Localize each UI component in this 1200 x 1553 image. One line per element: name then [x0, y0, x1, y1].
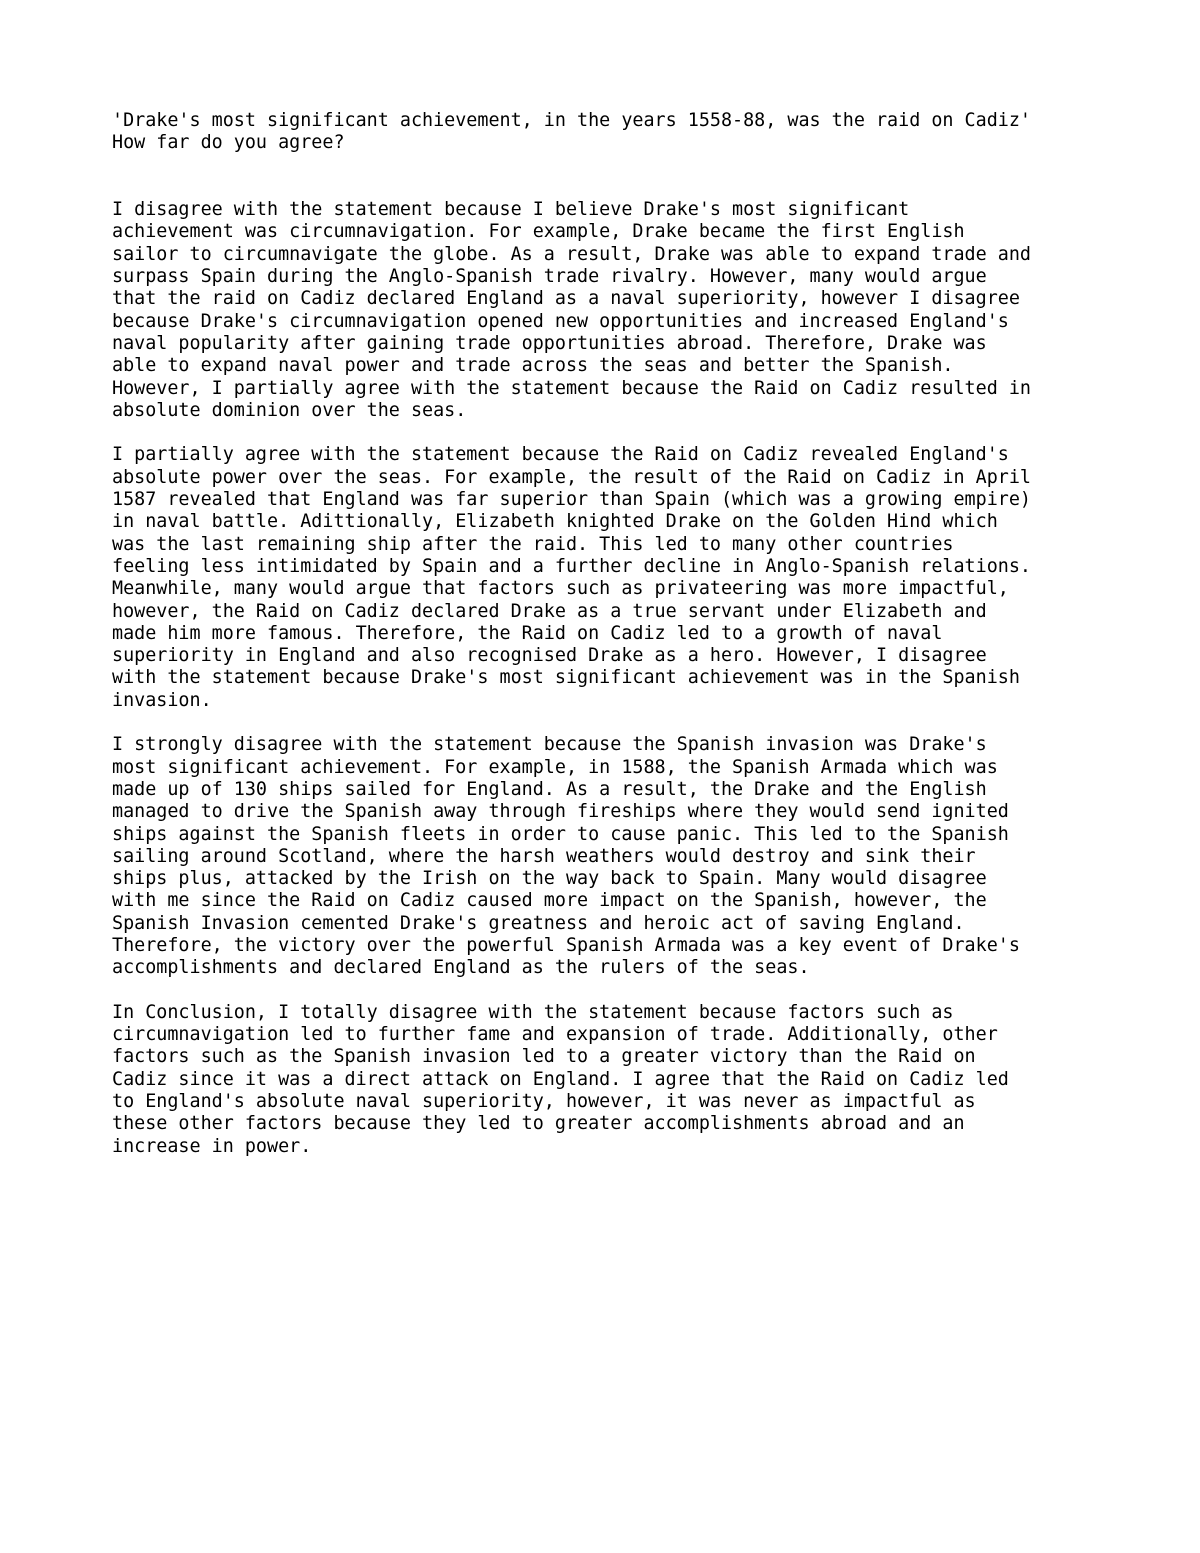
text-line: achievement was circumnavigation. For example, Drake became the first English	[112, 221, 965, 243]
text-line: Cadiz since it was a direct attack on England. I agree that the Raid on Cadiz led	[112, 1068, 1009, 1090]
text-line: increase in power.	[112, 1135, 312, 1157]
text-line: sailing around Scotland, where the harsh weathers would destroy and sink their	[112, 845, 976, 867]
text-line: In Conclusion, I totally disagree with the statement because factors such as	[112, 1001, 954, 1023]
text-line: these other factors because they led to greater accomplishments abroad and an	[112, 1113, 965, 1135]
text-line: factors such as the Spanish invasion led to a greater victory than the Raid on	[112, 1046, 976, 1068]
text-line: absolute power over the seas. For example, the result of the Raid on Cadiz in April	[112, 466, 1031, 488]
text-line: however, the Raid on Cadiz declared Drake as a true servant under Elizabeth and	[112, 600, 987, 622]
text-line: I strongly disagree with the statement because the Spanish invasion was Drake's	[112, 734, 987, 756]
paragraph-raid-on-cadiz	[112, 444, 1112, 712]
text-line: because Drake's circumnavigation opened new opportunities and increased England's	[112, 310, 1009, 332]
text-line: managed to drive the Spanish away through fireships where they would send ignited	[112, 801, 1009, 823]
text-line: made up of 130 ships sailed for England. As a result, the Drake and the English	[112, 778, 987, 800]
question-line: How far do you agree?	[112, 132, 345, 154]
text-line: superiority in England and also recognised Drake as a hero. However, I disagree	[112, 645, 987, 667]
paragraph-spanish-invasion	[112, 734, 1112, 979]
text-line: with the statement because Drake's most significant achievement was in the Spanish	[112, 667, 1020, 689]
text-line: I partially agree with the statement because the Raid on Cadiz revealed England's	[112, 444, 1009, 466]
essay-question	[112, 110, 1112, 155]
text-line: able to expand naval power and trade across the seas and better the Spanish.	[112, 355, 954, 377]
text-line: invasion.	[112, 689, 212, 711]
text-line: ships plus, attacked by the Irish on the way back to Spain. Many would disagree	[112, 868, 987, 890]
document-body	[112, 110, 1112, 1180]
text-line: was the last remaining ship after the raid. This led to many other countries	[112, 533, 954, 555]
text-line: Therefore, the victory over the powerful Spanish Armada was a key event of Drake's	[112, 934, 1020, 956]
text-line: sailor to circumnavigate the globe. As a result, Drake was able to expand trade and	[112, 243, 1031, 265]
text-line: with me since the Raid on Cadiz caused more impact on the Spanish, however, the	[112, 890, 987, 912]
text-line: feeling less intimidated by Spain and a further decline in Anglo-Spanish relations.	[112, 555, 1031, 577]
text-line: to England's absolute naval superiority, however, it was never as impactful as	[112, 1091, 976, 1113]
text-line: Spanish Invasion cemented Drake's greatness and heroic act of saving England.	[112, 912, 965, 934]
text-line: Meanwhile, many would argue that factors such as privateering was more impactful,	[112, 578, 1009, 600]
text-line: 1587 revealed that England was far superior than Spain (which was a growing empire)	[112, 489, 1031, 511]
text-line: ships against the Spanish fleets in order to cause panic. This led to the Spanish	[112, 823, 1009, 845]
paragraph-conclusion	[112, 1002, 1112, 1158]
paragraph-circumnavigation	[112, 199, 1112, 422]
text-line: circumnavigation led to further fame and expansion of trade. Additionally, other	[112, 1024, 998, 1046]
text-line: absolute dominion over the seas.	[112, 399, 467, 421]
text-line: most significant achievement. For example, in 1588, the Spanish Armada which was	[112, 756, 998, 778]
text-line: surpass Spain during the Anglo-Spanish trade rivalry. However, many would argue	[112, 266, 987, 288]
text-line: accomplishments and declared England as the rulers of the seas.	[112, 957, 810, 979]
question-line: 'Drake's most significant achievement, in the years 1558-88, was the raid on Cadiz'	[112, 110, 1031, 131]
text-line: in naval battle. Adittionally, Elizabeth knighted Drake on the Golden Hind which	[112, 511, 998, 533]
text-line: naval popularity after gaining trade opportunities abroad. Therefore, Drake was	[112, 332, 987, 354]
text-line: However, I partially agree with the statement because the Raid on Cadiz resulted in	[112, 377, 1031, 399]
text-line: that the raid on Cadiz declared England as a naval superiority, however I disagree	[112, 288, 1020, 310]
text-line: made him more famous. Therefore, the Raid on Cadiz led to a growth of naval	[112, 622, 943, 644]
text-line: I disagree with the statement because I believe Drake's most significant	[112, 199, 910, 221]
